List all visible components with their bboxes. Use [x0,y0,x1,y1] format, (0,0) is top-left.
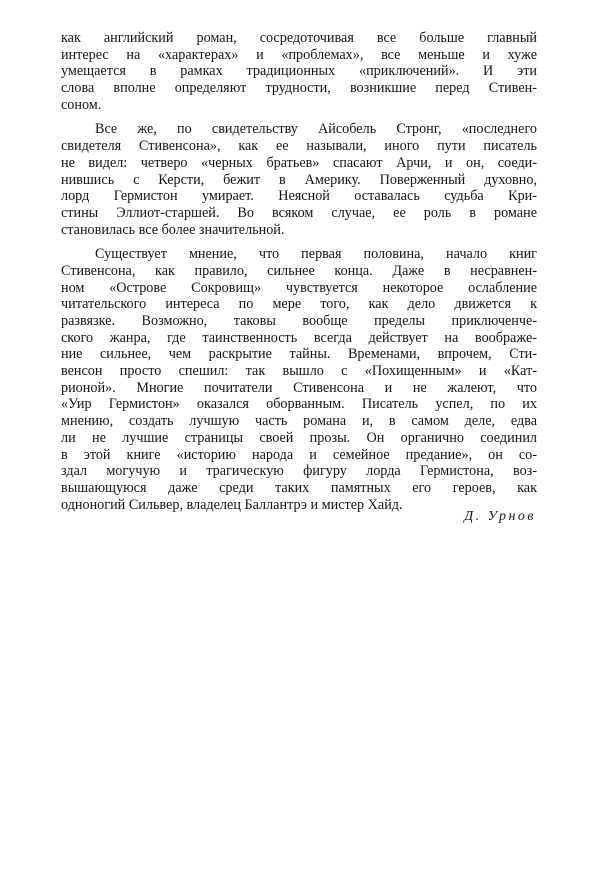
text-line: в этой книге «историю народа и семейное предание», он со- [61,446,537,463]
text-line: рионой». Многие почитатели Стивенсона и не жалеют, что [61,379,537,396]
text-line: читательского интереса по мере того, как дело движется к [61,296,537,313]
text-line: развязке. Возможно, таковы вообще пределы приключенче- [61,313,537,329]
text-line: «Уир Гермистон» оказался оборванным. Писатель успел, по их [61,396,537,413]
text-line: стины Эллиот-старшей. Во всяком случае, ее роль в романе [61,204,537,221]
text-line: мнению, создать лучшую часть романа и, в самом деле, едва [61,413,537,430]
text-line: свидетеля Стивенсона», как ее называли, иного пути писатель [61,138,537,155]
paragraph-3 [61,246,537,513]
text-line: соном. [61,96,102,113]
text-line: венсон просто спешил: так вышло с «Похищенным» и «Кат- [61,363,537,380]
article-text [61,30,537,521]
text-line: ном «Острове Сокровищ» чувствуется некоторое ослабление [61,279,537,296]
text-line: ского жанра, где таинственность всегда действует на воображе- [61,329,537,346]
text-line: интерес на «характерах» и «проблемах», все меньше и хуже [61,46,537,63]
text-line: умещается в рамках традиционных «приключений». И эти [61,63,537,80]
text-line: одноногий Сильвер, владелец Баллантрэ и мистер Хайд. [61,496,403,513]
text-line: становилась все более значительной. [61,221,285,238]
text-line: здал могучую и трагическую фигуру лорда Гермистона, воз- [61,463,537,480]
text-line: ние сильнее, чем раскрытие тайны. Временами, впрочем, Сти- [61,346,537,363]
paragraph-2 [61,121,537,238]
text-line: нившись с Керсти, бежит в Америку. Поверженный духовно, [61,171,537,188]
text-line: не видел: четверо «черных братьев» спасают Арчи, и он, соеди- [61,154,537,171]
text-line: как английский роман, сосредоточивая все больше главный [61,30,537,46]
text-line: Все же, по свидетельству Айсобель Стронг, «последнего [95,121,537,138]
text-line: ли не лучшие страницы своей прозы. Он органично соединил [61,429,537,446]
text-line: вышающуюся даже среди таких памятных его героев, как [61,479,537,496]
text-line: слова вполне определяют трудности, возникшие перед Стивен- [61,80,537,97]
text-line: лорд Гермистон умирает. Неясной оставалась судьба Кри- [61,188,537,205]
text-line: Существует мнение, что первая половина, начало книг [95,246,537,263]
paragraph-1 [61,30,537,113]
author-signature: Д. Урнов [464,509,536,524]
text-line: Стивенсона, как правило, сильнее конца. Даже в несравнен- [61,262,537,279]
